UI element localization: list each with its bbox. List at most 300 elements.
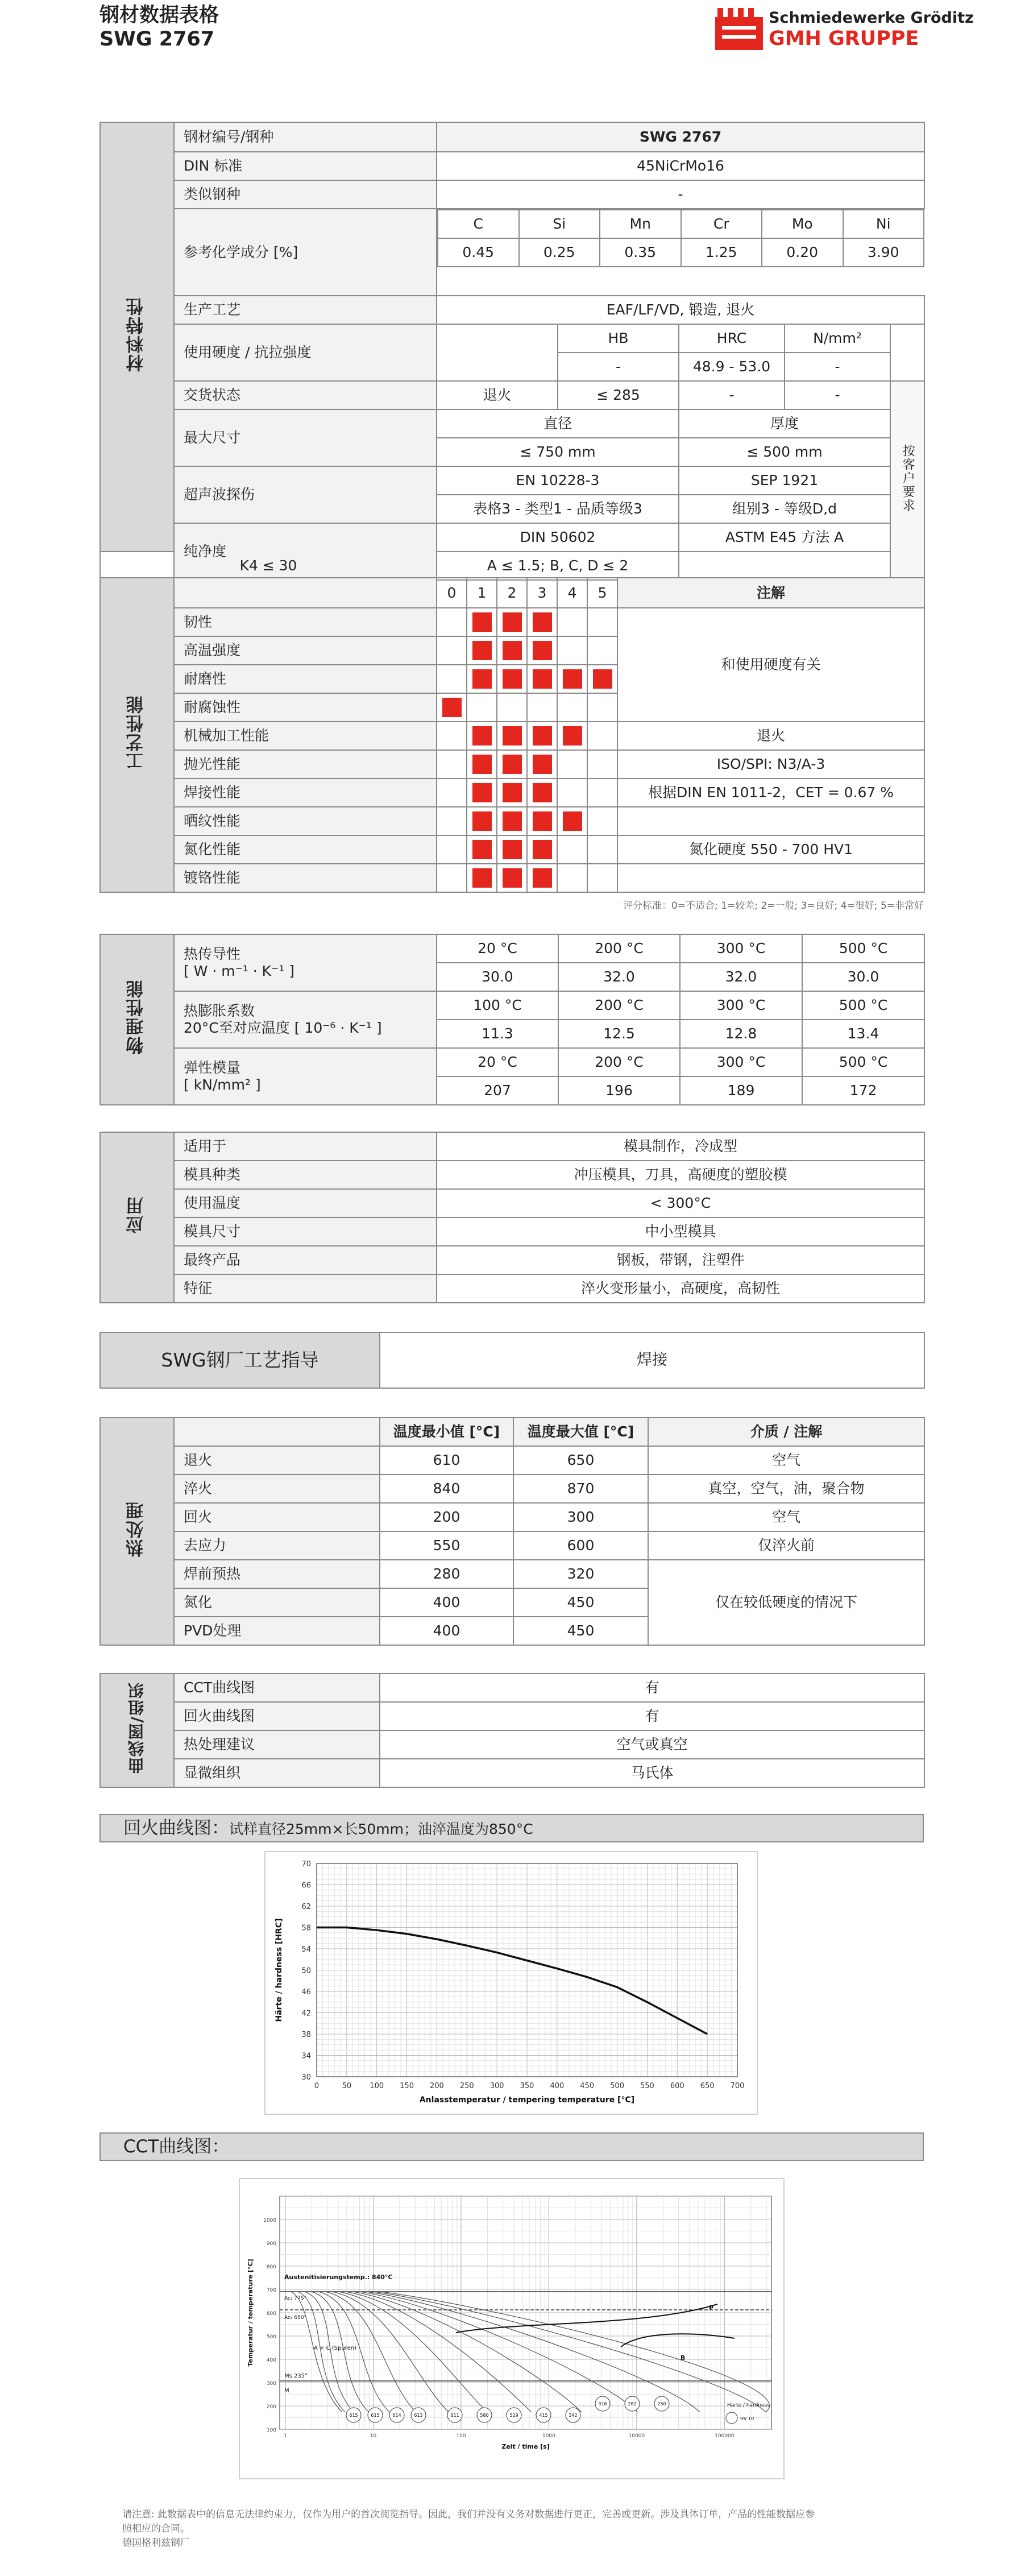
score-cell bbox=[437, 665, 467, 693]
cct-y-tick: 900 bbox=[266, 2241, 276, 2247]
application-row-value: 模具制作，冷成型 bbox=[437, 1132, 924, 1161]
process-row-label: 镀铬性能 bbox=[174, 864, 437, 892]
cct-chart-svg bbox=[240, 2179, 783, 2478]
physical-side-label: 物理性能 bbox=[100, 934, 174, 1105]
cct-y-tick: 300 bbox=[266, 2381, 276, 2387]
cct-y-axis-label: Temperatur / temperature [°C] bbox=[247, 2259, 254, 2367]
delivery-hb: ≤ 285 bbox=[558, 381, 679, 409]
hardness-label: 使用硬度 / 抗拉强度 bbox=[174, 324, 437, 381]
size-thickness-value: ≤ 500 mm bbox=[679, 438, 890, 466]
chem-label: 参考化学成分 [%] bbox=[174, 209, 437, 296]
y-tick-label: 38 bbox=[301, 2031, 311, 2039]
heat-row-note: 真空，空气，油，聚合物 bbox=[648, 1475, 924, 1503]
x-tick-label: 400 bbox=[550, 2082, 565, 2090]
hrc-value: 48.9 - 53.0 bbox=[679, 353, 785, 381]
scale-4: 4 bbox=[557, 578, 587, 608]
physical-label-main: 热传导性 bbox=[184, 946, 241, 962]
chem-val: 0.25 bbox=[519, 238, 600, 267]
guide-label: SWG钢厂工艺指导 bbox=[100, 1332, 380, 1388]
similar-label: 类似钢种 bbox=[174, 180, 437, 209]
y-tick-label: 50 bbox=[301, 1966, 311, 1976]
logo-top-text: Schmiedewerke Gröditz bbox=[769, 9, 974, 27]
heat-row-max: 870 bbox=[513, 1475, 648, 1503]
score-cell bbox=[527, 665, 557, 693]
heat-row-note: 空气 bbox=[648, 1503, 924, 1531]
size-diameter-value: ≤ 750 mm bbox=[437, 438, 679, 466]
score-square-icon bbox=[533, 811, 552, 831]
process-row-label: 晒纹性能 bbox=[174, 807, 437, 835]
hardness-value: 250 bbox=[657, 2401, 666, 2407]
score-square-icon bbox=[533, 612, 552, 632]
physical-value: 207 bbox=[437, 1076, 558, 1105]
heat-row-label: PVD处理 bbox=[174, 1617, 380, 1645]
process-row-label: 高温强度 bbox=[174, 636, 437, 665]
heat-row-max: 300 bbox=[513, 1503, 648, 1531]
physical-row-label bbox=[174, 1048, 437, 1105]
size-thickness-header: 厚度 bbox=[679, 409, 890, 438]
score-cell bbox=[467, 636, 497, 665]
process-note-header: 注解 bbox=[617, 578, 924, 608]
heat-header: 介质 / 注解 bbox=[648, 1418, 924, 1446]
physical-temp: 100 °C bbox=[437, 991, 558, 1020]
x-tick-label: 150 bbox=[400, 2082, 414, 2090]
nmm-header: N/mm² bbox=[785, 324, 890, 353]
y-tick-label: 58 bbox=[301, 1924, 311, 1933]
hardness-value: 615 bbox=[371, 2413, 380, 2418]
score-cell bbox=[527, 864, 557, 892]
company-logo bbox=[715, 7, 974, 50]
score-cell bbox=[527, 693, 557, 722]
process-merged-note: 和使用硬度有关 bbox=[617, 608, 924, 722]
heat-row-min: 550 bbox=[380, 1531, 513, 1560]
physical-temp: 500 °C bbox=[802, 1048, 924, 1076]
physical-temp: 300 °C bbox=[680, 934, 802, 963]
score-cell bbox=[467, 608, 497, 636]
y-tick-label: 30 bbox=[301, 2073, 311, 2082]
tempering-chart bbox=[264, 1851, 758, 2115]
score-cell bbox=[557, 835, 587, 864]
scale-2: 2 bbox=[497, 578, 527, 608]
size-diameter-header: 直径 bbox=[437, 409, 679, 438]
physical-label-main: 热膨胀系数 bbox=[184, 1003, 255, 1019]
delivery-state: 退火 bbox=[437, 381, 558, 409]
process-row-label: 焊接性能 bbox=[174, 778, 437, 807]
score-square-icon bbox=[472, 868, 492, 888]
physical-row-label bbox=[174, 934, 437, 991]
score-square-icon bbox=[593, 669, 612, 689]
nmm-value: - bbox=[785, 353, 890, 381]
heat-table bbox=[99, 1417, 925, 1646]
hb-header: HB bbox=[558, 324, 679, 353]
score-square-icon bbox=[503, 811, 522, 831]
m-label: M bbox=[284, 2388, 289, 2394]
physical-value: 30.0 bbox=[802, 963, 924, 991]
physical-value: 13.4 bbox=[802, 1020, 924, 1048]
application-row-value: 中小型模具 bbox=[437, 1217, 924, 1246]
application-side-label: 应用 bbox=[100, 1132, 174, 1303]
heat-corner bbox=[174, 1418, 380, 1446]
score-square-icon bbox=[503, 868, 522, 888]
x-tick-label: 500 bbox=[610, 2082, 624, 2090]
physical-value: 12.5 bbox=[558, 1020, 680, 1048]
application-row-value: 钢板，带钢，注塑件 bbox=[437, 1246, 924, 1274]
y-tick-label: 42 bbox=[301, 2009, 311, 2018]
purity-din-header: DIN 50602 bbox=[437, 523, 679, 552]
cct-y-tick: 200 bbox=[266, 2404, 276, 2410]
hb-value: - bbox=[558, 353, 679, 381]
application-row-value: < 300°C bbox=[437, 1189, 924, 1217]
physical-temp: 300 °C bbox=[680, 1048, 802, 1076]
ut-sep-value: 组别3 - 等级D,d bbox=[679, 495, 890, 523]
score-cell bbox=[497, 636, 527, 665]
cct-bar-title: CCT曲线图： bbox=[123, 2136, 230, 2157]
chem-el: C bbox=[438, 210, 519, 238]
process-side-label: 工艺性能 bbox=[100, 578, 174, 892]
score-square-icon bbox=[472, 726, 492, 746]
heat-row-note: 空气 bbox=[648, 1446, 924, 1475]
score-cell bbox=[497, 665, 527, 693]
score-cell bbox=[527, 778, 557, 807]
scale-5: 5 bbox=[587, 578, 617, 608]
score-cell bbox=[437, 636, 467, 665]
score-square-icon bbox=[503, 612, 522, 632]
physical-temp: 20 °C bbox=[437, 1048, 558, 1076]
chem-block bbox=[437, 209, 924, 267]
grade-label: 钢材编号/钢种 bbox=[174, 122, 437, 152]
score-cell bbox=[467, 835, 497, 864]
score-cell bbox=[557, 864, 587, 892]
scale-3: 3 bbox=[527, 578, 557, 608]
score-cell bbox=[497, 835, 527, 864]
score-cell bbox=[557, 807, 587, 835]
score-cell bbox=[587, 835, 617, 864]
process-row-note bbox=[617, 864, 924, 892]
grade-value: SWG 2767 bbox=[437, 122, 924, 152]
cct-y-tick: 600 bbox=[266, 2311, 276, 2317]
heat-row-label: 去应力 bbox=[174, 1531, 380, 1560]
x-tick-label: 200 bbox=[430, 2082, 444, 2090]
delivery-nmm: - bbox=[785, 381, 890, 409]
score-square-icon bbox=[533, 840, 552, 859]
score-cell bbox=[497, 722, 527, 750]
cct-x-tick: 10 bbox=[370, 2433, 377, 2439]
purity-label: 纯净度 bbox=[174, 523, 437, 580]
score-cell bbox=[467, 722, 497, 750]
ac1-label: Ac₁ 650° bbox=[284, 2315, 307, 2321]
size-label: 最大尺寸 bbox=[174, 409, 437, 466]
austenit-label: Austenitisierungstemp.: 840°C bbox=[284, 2273, 393, 2281]
heat-row-label: 回火 bbox=[174, 1503, 380, 1531]
application-row-value: 淬火变形量小，高硬度，高韧性 bbox=[437, 1274, 924, 1303]
cct-legend: Härte / hardness bbox=[727, 2403, 770, 2408]
process-value: EAF/LF/VD, 锻造, 退火 bbox=[437, 296, 924, 324]
heat-row-max: 450 bbox=[513, 1617, 648, 1645]
physical-temp: 300 °C bbox=[680, 991, 802, 1020]
score-square-icon bbox=[563, 726, 582, 746]
purity-astm-header: ASTM E45 方法 A bbox=[679, 523, 890, 552]
score-square-icon bbox=[472, 783, 492, 802]
cct-legend-unit: HV 10 bbox=[740, 2416, 754, 2421]
x-tick-label: 250 bbox=[459, 2082, 474, 2090]
y-tick-label: 34 bbox=[301, 2052, 311, 2061]
ms-label: Ms 235° bbox=[284, 2373, 308, 2379]
hrc-header: HRC bbox=[679, 324, 785, 353]
process-row-label: 耐磨性 bbox=[174, 665, 437, 693]
score-cell bbox=[467, 693, 497, 722]
score-cell bbox=[587, 722, 617, 750]
hardness-value: 611 bbox=[450, 2413, 459, 2418]
hardness-value: 316 bbox=[598, 2401, 607, 2407]
score-cell bbox=[437, 608, 467, 636]
physical-value: 32.0 bbox=[558, 963, 680, 991]
score-square-icon bbox=[533, 755, 552, 774]
chem-table bbox=[437, 209, 924, 267]
score-cell bbox=[587, 665, 617, 693]
physical-temp: 200 °C bbox=[558, 934, 680, 963]
score-cell bbox=[497, 807, 527, 835]
curves-row-value: 马氏体 bbox=[380, 1759, 924, 1787]
process-row-label: 氮化性能 bbox=[174, 835, 437, 864]
application-row-label: 模具种类 bbox=[174, 1161, 437, 1189]
score-cell bbox=[587, 693, 617, 722]
x-tick-label: 450 bbox=[580, 2082, 595, 2090]
process-legend: 评分标准：0=不适合; 1=较差; 2=一般; 3=良好; 4=很好; 5=非常好 bbox=[623, 900, 924, 912]
material-table bbox=[99, 122, 924, 581]
score-cell bbox=[587, 608, 617, 636]
score-cell bbox=[527, 636, 557, 665]
score-cell bbox=[557, 750, 587, 778]
legend-circle-icon bbox=[726, 2412, 737, 2424]
chem-val: 1.25 bbox=[681, 238, 762, 267]
tempering-chart-svg bbox=[265, 1852, 757, 2114]
hardness-blank-right bbox=[890, 324, 924, 381]
physical-label-unit: 20°C至对应温度 [ 10⁻⁶ · K⁻¹ ] bbox=[184, 1020, 382, 1036]
purity-din-value: K4 ≤ 30 bbox=[100, 552, 437, 580]
process-row-note: ISO/SPI: N3/A-3 bbox=[617, 750, 924, 778]
score-cell bbox=[497, 864, 527, 892]
process-row-label: 抛光性能 bbox=[174, 750, 437, 778]
p-label: P bbox=[709, 2304, 714, 2312]
process-row-note: 根据DIN EN 1011-2，CET = 0.67 % bbox=[617, 778, 924, 807]
score-cell bbox=[467, 807, 497, 835]
physical-temp: 200 °C bbox=[558, 991, 680, 1020]
physical-value: 12.8 bbox=[680, 1020, 802, 1048]
x-tick-label: 0 bbox=[314, 2082, 320, 2090]
process-row-note: 退火 bbox=[617, 722, 924, 750]
curves-row-value: 有 bbox=[380, 1674, 924, 1702]
title-line1: 钢材数据表格 bbox=[99, 4, 219, 27]
similar-value: - bbox=[437, 180, 924, 209]
score-square-icon bbox=[503, 783, 522, 802]
heat-row-min: 200 bbox=[380, 1503, 513, 1531]
score-cell bbox=[437, 807, 467, 835]
score-cell bbox=[527, 608, 557, 636]
cct-y-tick: 100 bbox=[266, 2428, 276, 2433]
heat-row-min: 400 bbox=[380, 1617, 513, 1645]
score-cell bbox=[587, 636, 617, 665]
hardness-value: 529 bbox=[509, 2413, 518, 2418]
score-square-icon bbox=[533, 783, 552, 802]
score-square-icon bbox=[472, 811, 492, 831]
din-value: 45NiCrMo16 bbox=[437, 152, 924, 180]
score-cell bbox=[557, 636, 587, 665]
score-square-icon bbox=[533, 669, 552, 689]
score-square-icon bbox=[472, 612, 492, 632]
score-square-icon bbox=[503, 726, 522, 746]
chem-el: Si bbox=[519, 210, 600, 238]
footer-disclaimer bbox=[122, 2508, 918, 2550]
application-row-label: 适用于 bbox=[174, 1132, 437, 1161]
physical-table bbox=[99, 934, 925, 1105]
heat-row-min: 400 bbox=[380, 1588, 513, 1617]
process-row-label: 韧性 bbox=[174, 608, 437, 636]
customer-note: 按客户要求 bbox=[890, 381, 924, 580]
score-cell bbox=[437, 750, 467, 778]
heat-header: 温度最大值 [°C] bbox=[513, 1418, 648, 1446]
process-table bbox=[99, 577, 925, 893]
curves-row-label: 热处理建议 bbox=[174, 1730, 380, 1759]
physical-value: 11.3 bbox=[437, 1020, 558, 1048]
chem-el: Mn bbox=[600, 210, 681, 238]
curves-row-label: 显微组织 bbox=[174, 1759, 380, 1787]
cct-x-tick: 10000 bbox=[628, 2433, 645, 2439]
process-label: 生产工艺 bbox=[174, 296, 437, 324]
physical-value: 189 bbox=[680, 1076, 802, 1105]
physical-temp: 200 °C bbox=[558, 1048, 680, 1076]
hardness-blank bbox=[437, 324, 558, 381]
guide-value: 焊接 bbox=[380, 1332, 924, 1388]
score-square-icon bbox=[472, 755, 492, 774]
logo-bottom-text: GMH GRUPPE bbox=[769, 27, 919, 50]
process-row-note: 氮化硬度 550 - 700 HV1 bbox=[617, 835, 924, 864]
cct-x-tick: 100 bbox=[456, 2433, 466, 2439]
hardness-value: 415 bbox=[539, 2413, 548, 2418]
x-tick-label: 550 bbox=[640, 2082, 654, 2090]
heat-row-min: 280 bbox=[380, 1560, 513, 1588]
purity-astm-value: A ≤ 1.5; B, C, D ≤ 2 bbox=[437, 552, 679, 580]
title-line2: SWG 2767 bbox=[99, 28, 215, 51]
score-square-icon bbox=[472, 840, 492, 859]
x-tick-label: 350 bbox=[520, 2082, 534, 2090]
hardness-value: 342 bbox=[569, 2413, 578, 2418]
heat-row-min: 610 bbox=[380, 1446, 513, 1475]
application-row-value: 冲压模具，刀具，高硬度的塑胶模 bbox=[437, 1161, 924, 1189]
score-cell bbox=[527, 807, 557, 835]
cct-bar bbox=[99, 2132, 924, 2161]
x-tick-label: 50 bbox=[342, 2082, 352, 2090]
score-cell bbox=[527, 750, 557, 778]
heat-row-label: 氮化 bbox=[174, 1588, 380, 1617]
heat-row-max: 450 bbox=[513, 1588, 648, 1617]
heat-row-min: 840 bbox=[380, 1475, 513, 1503]
application-row-label: 使用温度 bbox=[174, 1189, 437, 1217]
ac3-label: Ac₃ 775° bbox=[284, 2296, 307, 2301]
heat-row-max: 320 bbox=[513, 1560, 648, 1588]
y-tick-label: 66 bbox=[301, 1881, 311, 1890]
page-title bbox=[99, 3, 219, 51]
score-cell bbox=[497, 608, 527, 636]
cct-y-tick: 1000 bbox=[263, 2218, 276, 2223]
heat-header: 温度最小值 [°C] bbox=[380, 1418, 513, 1446]
footer-line3: 德国格利兹钢厂 bbox=[122, 2537, 190, 2549]
physical-value: 32.0 bbox=[680, 963, 802, 991]
footer-line1: 请注意: 此数据表中的信息无法律约束力，仅作为用户的首次阅览指导。因此，我们并没有义务对数据进行更正，完善或更新。涉及具体订单，产品的性能数据应参 bbox=[122, 2509, 815, 2520]
physical-label-unit: [ W · m⁻¹ · K⁻¹ ] bbox=[184, 963, 294, 979]
ut-label: 超声波探伤 bbox=[174, 466, 437, 523]
score-square-icon bbox=[503, 840, 522, 859]
cct-x-tick: 1000 bbox=[542, 2433, 555, 2439]
score-square-icon bbox=[563, 669, 582, 689]
x-tick-label: 300 bbox=[489, 2082, 504, 2090]
score-cell bbox=[497, 693, 527, 722]
guide-table bbox=[99, 1332, 925, 1389]
heat-row-max: 600 bbox=[513, 1531, 648, 1560]
heat-side-label: 热处理 bbox=[100, 1418, 174, 1645]
physical-label-main: 弹性模量 bbox=[184, 1059, 241, 1076]
hardness-value: 580 bbox=[480, 2413, 489, 2418]
chem-el: Ni bbox=[843, 210, 924, 238]
score-cell bbox=[467, 864, 497, 892]
score-cell bbox=[467, 665, 497, 693]
score-cell bbox=[557, 778, 587, 807]
x-tick-label: 600 bbox=[670, 2082, 684, 2090]
process-corner bbox=[174, 578, 437, 608]
ut-en-value: 表格3 - 类型1 - 品质等级3 bbox=[437, 495, 679, 523]
curves-row-label: CCT曲线图 bbox=[174, 1674, 380, 1702]
curves-side-label: 曲线图/组织 bbox=[100, 1674, 174, 1787]
application-table bbox=[99, 1132, 925, 1303]
score-square-icon bbox=[503, 755, 522, 774]
physical-temp: 500 °C bbox=[802, 991, 924, 1020]
y-tick-label: 62 bbox=[301, 1903, 311, 1911]
score-cell bbox=[467, 778, 497, 807]
heat-row-label: 焊前预热 bbox=[174, 1560, 380, 1588]
din-label: DIN 标准 bbox=[174, 152, 437, 180]
chem-val: 0.20 bbox=[762, 238, 843, 267]
x-tick-label: 700 bbox=[730, 2082, 745, 2090]
hardness-value: 282 bbox=[628, 2401, 637, 2407]
scale-1: 1 bbox=[467, 578, 497, 608]
y-tick-label: 46 bbox=[301, 1988, 311, 1997]
heat-row-max: 650 bbox=[513, 1446, 648, 1475]
chem-el: Mo bbox=[762, 210, 843, 238]
curves-row-label: 回火曲线图 bbox=[174, 1702, 380, 1730]
score-cell bbox=[497, 778, 527, 807]
score-cell bbox=[527, 835, 557, 864]
score-square-icon bbox=[503, 641, 522, 660]
score-cell bbox=[437, 835, 467, 864]
curves-table bbox=[99, 1673, 925, 1788]
score-cell bbox=[437, 778, 467, 807]
y-tick-label: 70 bbox=[301, 1860, 311, 1869]
score-square-icon bbox=[533, 726, 552, 746]
score-square-icon bbox=[533, 641, 552, 660]
score-square-icon bbox=[472, 669, 492, 689]
score-square-icon bbox=[442, 698, 462, 717]
score-cell bbox=[587, 864, 617, 892]
score-cell bbox=[587, 807, 617, 835]
cct-y-tick: 700 bbox=[266, 2288, 276, 2293]
heat-merged-note: 仅在较低硬度的情况下 bbox=[648, 1560, 924, 1645]
material-side-label: 材料特性 bbox=[100, 122, 174, 552]
x-tick-label: 100 bbox=[370, 2082, 384, 2090]
score-square-icon bbox=[533, 868, 552, 888]
scale-0: 0 bbox=[437, 578, 467, 608]
physical-temp: 20 °C bbox=[437, 934, 558, 963]
cct-y-tick: 500 bbox=[266, 2334, 276, 2340]
cct-y-tick: 800 bbox=[266, 2264, 276, 2270]
score-cell bbox=[587, 750, 617, 778]
